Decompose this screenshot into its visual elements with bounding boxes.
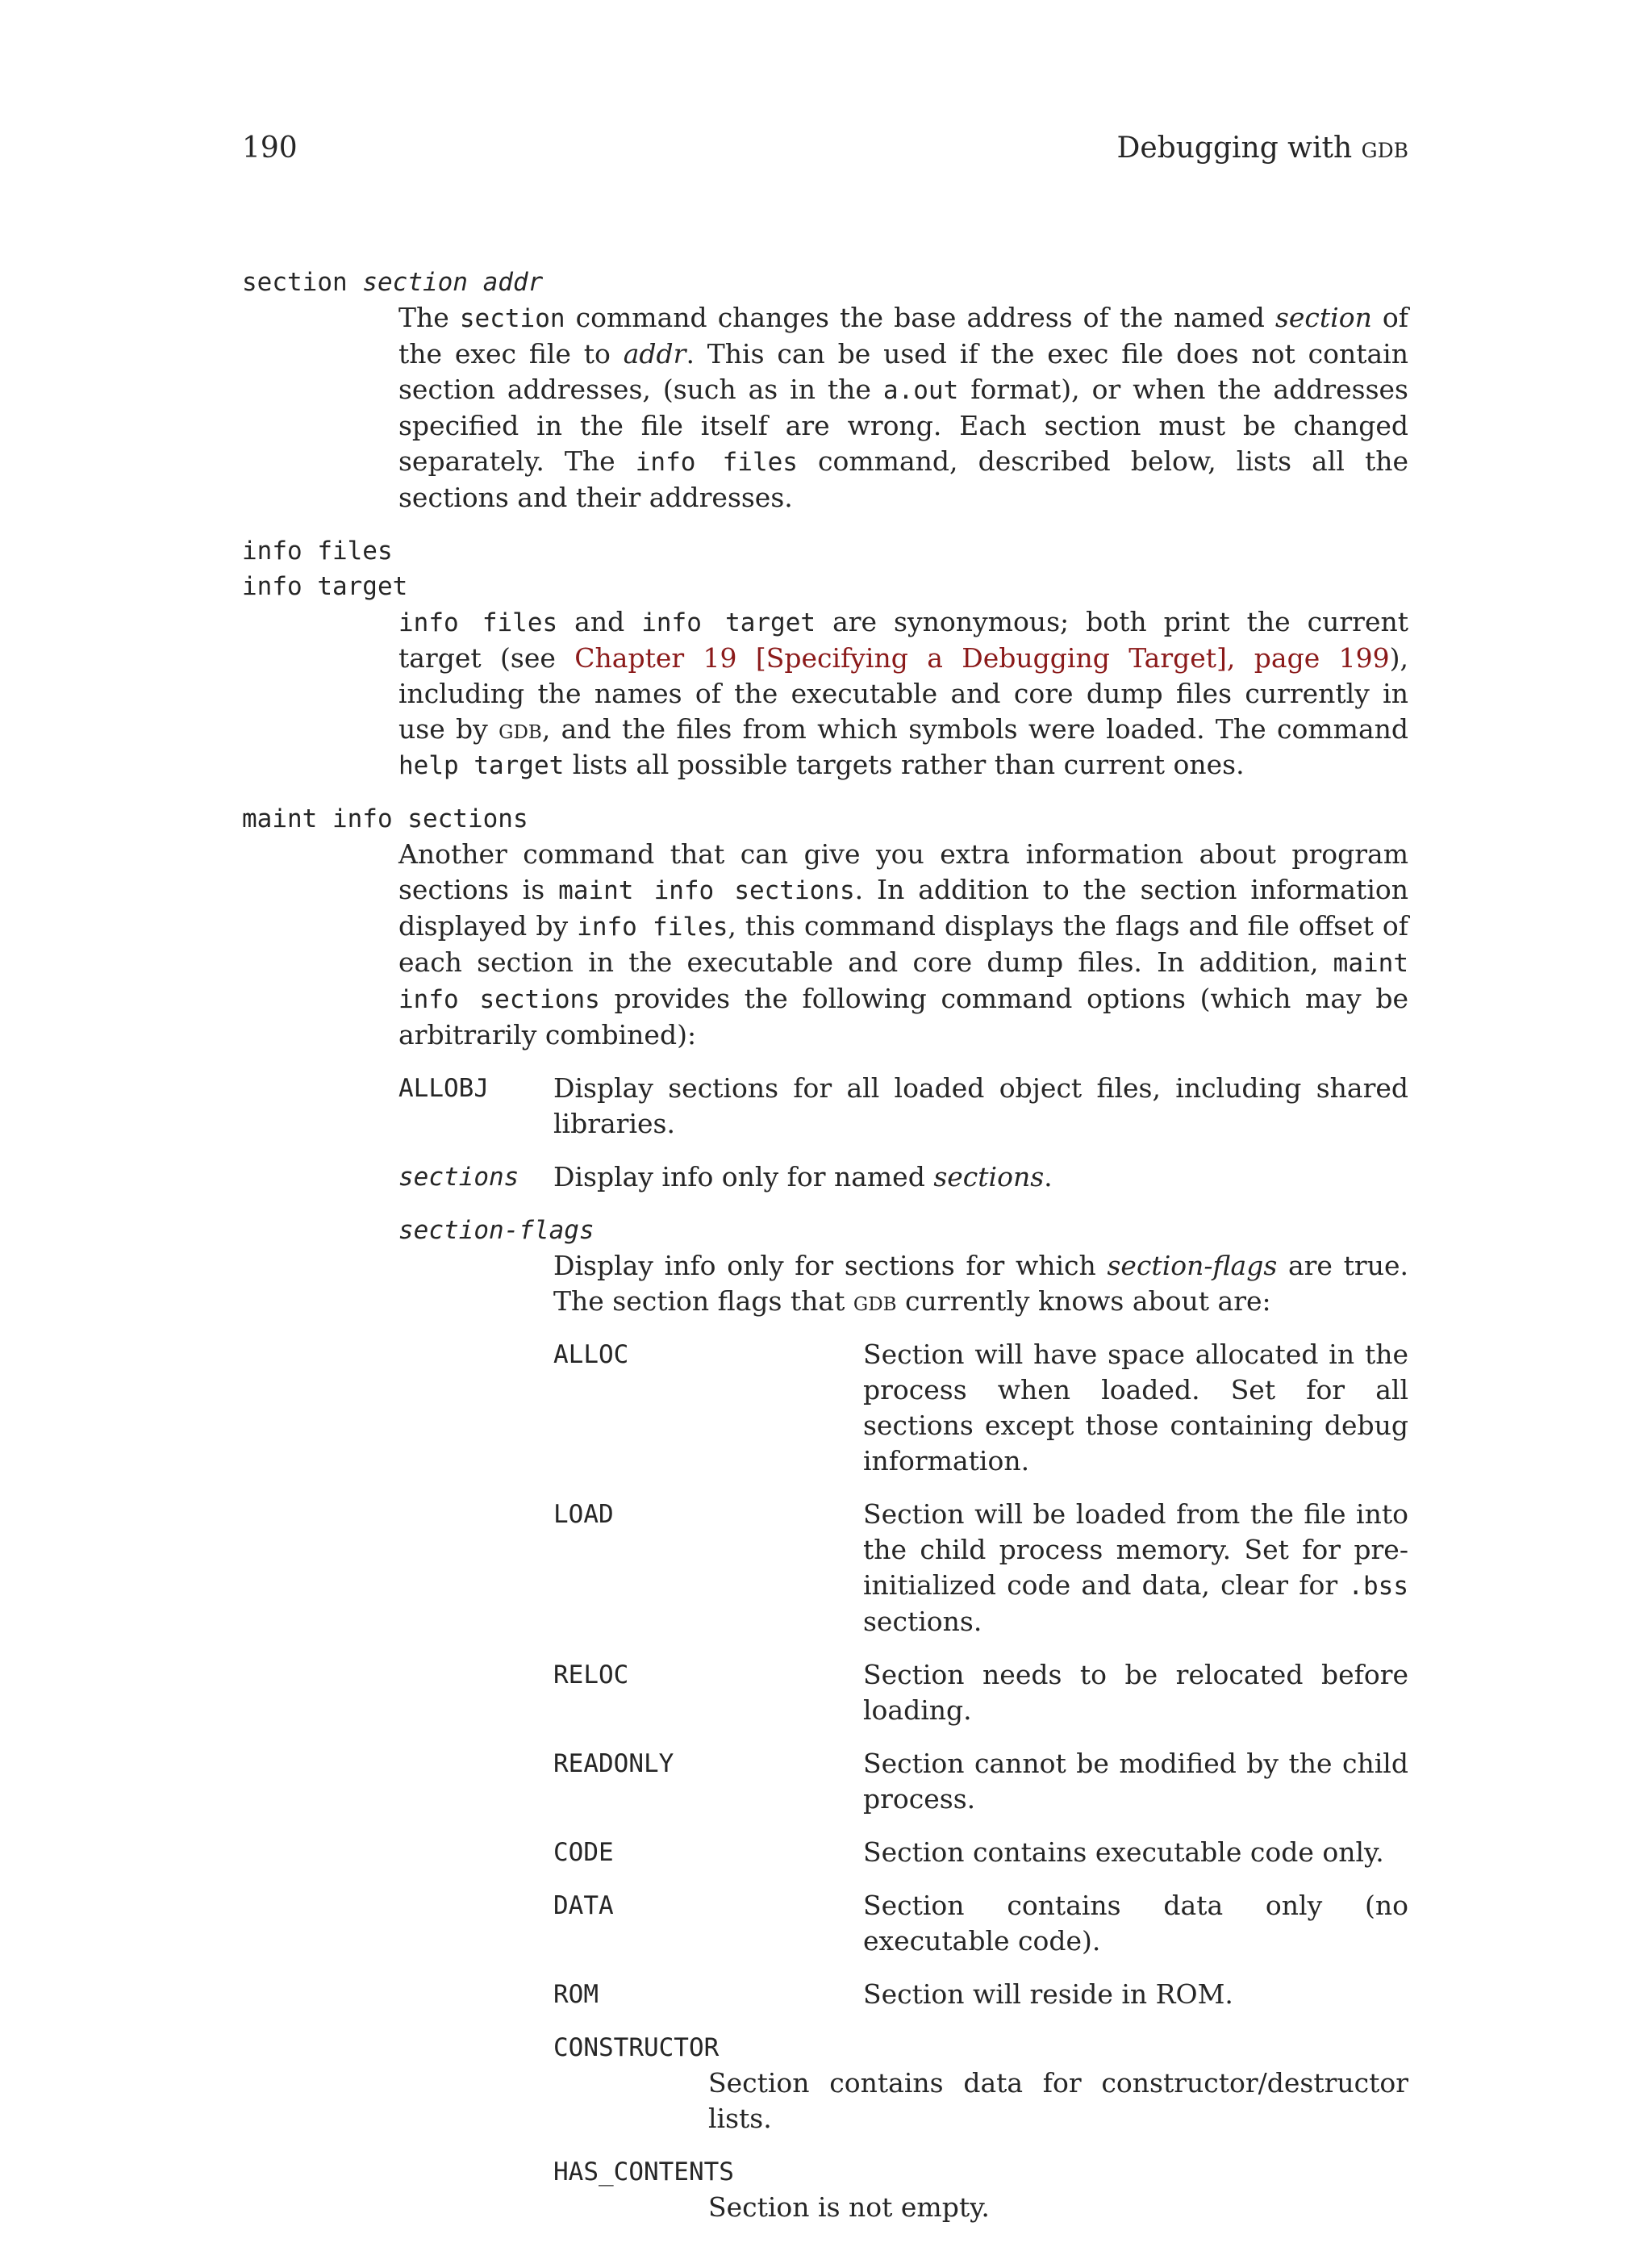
text: .: [1044, 1161, 1053, 1193]
code: info files: [577, 913, 728, 942]
text: sections.: [863, 1606, 982, 1637]
flag-desc: Section contains executable code only.: [863, 1836, 1384, 1868]
flag-label: CODE: [553, 1838, 614, 1867]
flag-load: [553, 1497, 1408, 1639]
flag-label: ALLOC: [553, 1340, 629, 1369]
flag-desc: Section is not empty.: [708, 2191, 990, 2223]
running-header-text: Debugging with: [1116, 132, 1362, 165]
emphasis: sections: [933, 1161, 1045, 1193]
page-number: 190: [242, 132, 298, 165]
option-desc: [553, 1248, 1408, 2225]
flag-desc: Section cannot be modified by the child process.: [863, 1748, 1408, 1815]
text: ), including the names of the executable and core dump files currently in use by: [398, 642, 1408, 745]
flag-label: ROM: [553, 1980, 599, 2009]
flag-desc: Section needs to be relocated before loading.: [863, 1659, 1408, 1726]
option-sections: [398, 1159, 1408, 1195]
flag-label: LOAD: [553, 1500, 614, 1529]
flag-alloc: [553, 1337, 1408, 1479]
flag-label: RELOC: [553, 1660, 629, 1690]
text: Display info only for sections for which: [553, 1250, 1108, 1281]
flag-readonly: [553, 1746, 1408, 1817]
flag-has-contents: [553, 2154, 1408, 2225]
code: maint info sections: [558, 876, 855, 905]
text: . This can be used if the exec file does not contain section addresses, (such as in the: [398, 338, 1408, 405]
option-label: ALLOBJ: [398, 1074, 489, 1103]
flag-label: DATA: [553, 1891, 614, 1920]
text: Display info only for named: [553, 1161, 934, 1193]
text: currently knows about are:: [896, 1285, 1271, 1317]
text: Section will be loaded from the file into the child process memory. Set for pre-initialized code and data, clear for: [863, 1498, 1408, 1601]
text: provides the following command options (which may be arbitrarily combined):: [398, 983, 1408, 1050]
flag-rom: [553, 1977, 1408, 2012]
text: . In addition to the section information displayed by: [398, 874, 1408, 942]
text: , and the files from which symbols were loaded. The command: [541, 713, 1409, 745]
term-section-cmd: section: [242, 268, 348, 297]
text: format), or when the addresses specified in the file itself are wrong. Each section must be changed separately. The: [398, 374, 1408, 477]
flags-intro: [553, 1248, 1408, 1319]
code: section: [459, 304, 565, 333]
def-maint-info-sections: [398, 837, 1408, 2225]
code: maint info sections: [398, 949, 1408, 1014]
flag-reloc: [553, 1657, 1408, 1728]
cross-reference-link[interactable]: Chapter 19 [Specifying a Debugging Target], page 199: [574, 642, 1390, 674]
running-header-gdb: gdb: [1361, 132, 1408, 165]
code: .bss: [1348, 1572, 1408, 1601]
term-maint-info-sections: maint info sections: [242, 804, 528, 833]
flag-label: CONSTRUCTOR: [553, 2033, 720, 2062]
text: Another command that can give you extra information about program sections is: [398, 838, 1408, 905]
flag-desc: [863, 1497, 1408, 1639]
flag-constructor: [553, 2030, 1408, 2136]
option-label: section-flags: [398, 1216, 594, 1245]
term-info-files: info files: [242, 537, 393, 566]
flag-label: READONLY: [553, 1749, 674, 1778]
gdb-smallcaps: gdb: [853, 1285, 897, 1317]
code: info files: [635, 448, 798, 477]
option-desc: [553, 1159, 1408, 1195]
flag-data: [553, 1888, 1408, 1959]
emphasis: addr: [623, 338, 686, 370]
text: and: [557, 606, 642, 637]
def-section: [398, 300, 1408, 516]
flag-label: HAS_CONTENTS: [553, 2157, 734, 2187]
option-section-flags: [398, 1213, 1408, 2225]
def-info-files: [398, 604, 1408, 783]
text: command changes the base address of the named: [565, 302, 1275, 333]
option-label: sections: [398, 1163, 519, 1192]
text: command, described below, lists all the sections and their addresses.: [398, 445, 1408, 513]
emphasis: section-flags: [1107, 1250, 1278, 1281]
text: are synonymous; both print the current target (see: [398, 606, 1408, 674]
option-desc: Display sections for all loaded object files, including shared libraries.: [553, 1072, 1408, 1139]
term-section-args: section addr: [362, 268, 544, 297]
flag-code: [553, 1835, 1408, 1870]
page-content: [242, 265, 1408, 2243]
text: The: [398, 302, 460, 333]
text: of the exec file to: [398, 302, 1408, 370]
code: help target: [398, 751, 565, 780]
flag-desc: Section will reside in ROM.: [863, 1978, 1233, 2010]
text: , this command displays the flags and file offset of each section in the executable and core dump files. In addition,: [398, 910, 1408, 978]
text: are true. The section flags that: [553, 1250, 1408, 1317]
running-header: [1117, 131, 1409, 166]
flag-desc: Section contains data for constructor/destructor lists.: [708, 2067, 1408, 2134]
flag-desc: Section contains data only (no executable code).: [863, 1890, 1408, 1957]
text: lists all possible targets rather than current ones.: [564, 749, 1245, 780]
maint-paragraph: [398, 837, 1408, 1053]
code: info files: [398, 608, 558, 637]
code: info target: [641, 608, 816, 637]
term-info-target: info target: [242, 572, 408, 601]
option-allobj: [398, 1071, 1408, 1142]
flag-desc: Section will have space allocated in the process when loaded. Set for all sections except those containing debug information.: [863, 1339, 1408, 1477]
code: a.out: [882, 376, 959, 405]
term-section: [242, 265, 1408, 300]
emphasis: section: [1274, 302, 1372, 333]
gdb-smallcaps: gdb: [499, 713, 542, 745]
